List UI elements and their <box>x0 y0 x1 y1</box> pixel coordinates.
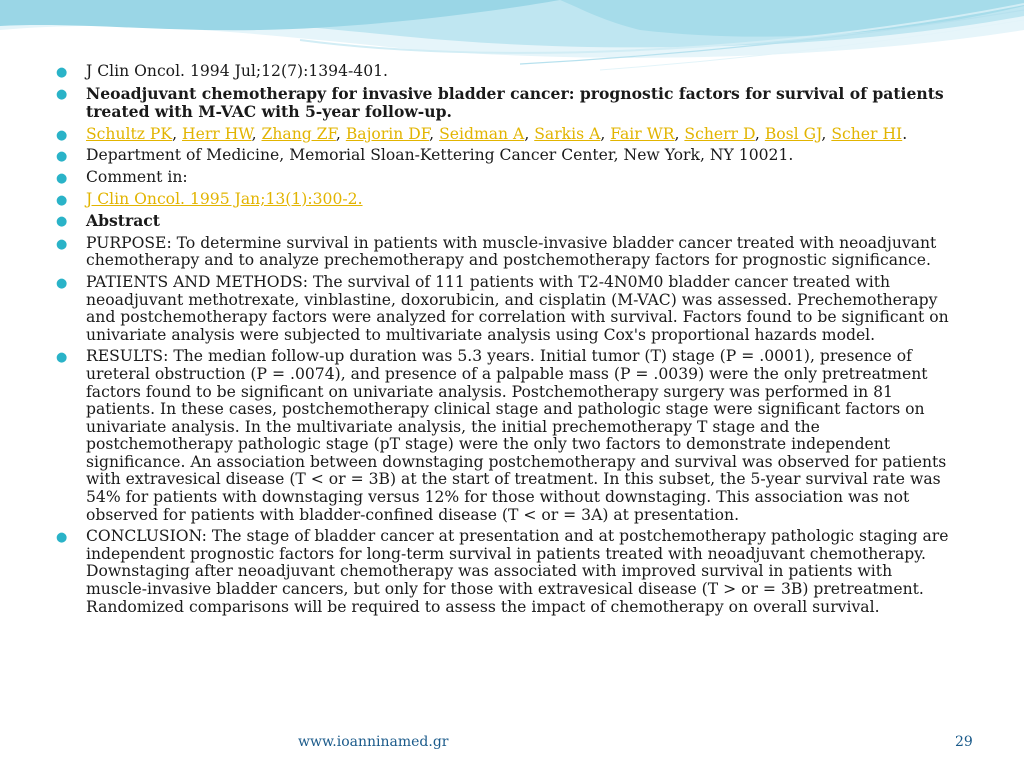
bullet-icon: ● <box>56 275 68 291</box>
abstract-heading-item <box>56 212 956 231</box>
author-link[interactable]: Scherr D <box>684 124 755 143</box>
bullet-icon: ● <box>56 350 68 366</box>
authors-item <box>56 126 956 144</box>
comment-label-item <box>56 169 956 187</box>
article-title: Neoadjuvant chemotherapy for invasive bladder cancer: prognostic factors for survival of patients treated with M-VAC with 5-year follow-up. <box>86 83 944 122</box>
methods-item <box>56 274 956 344</box>
bullet-icon: ● <box>56 127 68 143</box>
purpose-item <box>56 235 956 270</box>
author-link[interactable]: Scher HI <box>831 124 903 143</box>
bullet-icon: ● <box>56 214 68 230</box>
abstract-content <box>56 63 956 620</box>
bullet-icon: ● <box>56 530 68 546</box>
conclusion-item <box>56 528 956 616</box>
author-link[interactable]: Sarkis A <box>534 124 601 143</box>
page-number: 29 <box>955 734 973 750</box>
citation-text: J Clin Oncol. 1994 Jul;12(7):1394-401. <box>86 62 388 80</box>
bullet-icon: ● <box>56 86 68 102</box>
author-list-end: . <box>902 124 908 143</box>
author-link[interactable]: Zhang ZF <box>261 124 336 143</box>
bullet-icon: ● <box>56 236 68 252</box>
footer-url[interactable]: www.ioanninamed.gr <box>298 734 449 750</box>
bullet-icon: ● <box>56 149 68 165</box>
purpose-text: PURPOSE: To determine survival in patients with muscle-invasive bladder cancer treated with neoadjuvant chemotherapy and to analyze prechemotherapy and postchemotherapy factors for prognostic significance. <box>86 233 937 270</box>
comment-link[interactable]: J Clin Oncol. 1995 Jan;13(1):300-2. <box>86 189 363 208</box>
results-text: RESULTS: The median follow-up duration was 5.3 years. Initial tumor (T) stage (P = .0001), presence of ureteral obstruction (P = .0074), and presence of a palpable mass (P = .0039) were the only pretreatment factors found to be significant on univariate analysis. Postchemotherapy surgery was performed in 81 patients. In these cases, postchemotherapy clinical stage and pathologic stage were significant factors on univariate analysis. In the multivariate analysis, the initial prechemotherapy T stage and the postchemotherapy pathologic stage (pT stage) were the only two factors to demonstrate independent significance. An association between downstaging postchemotherapy and survival was observed for patients with extravesical disease (T < or = 3B) at the start of treatment. In this subset, the 5-year survival rate was 54% for patients with downstaging versus 12% for those without downstaging. This association was not observed for patients with bladder-confined disease (T < or = 3A) at presentation. <box>86 347 947 524</box>
affiliation-item <box>56 147 956 165</box>
author-link[interactable]: Herr HW <box>182 124 252 143</box>
author-link[interactable]: Fair WR <box>610 124 675 143</box>
results-item <box>56 348 956 524</box>
abstract-heading: Abstract <box>86 211 161 231</box>
comment-link-item <box>56 191 956 209</box>
citation-item <box>56 63 956 81</box>
author-link[interactable]: Bosl GJ <box>764 124 822 143</box>
conclusion-text: CONCLUSION: The stage of bladder cancer at presentation and at postchemotherapy pathologic staging are independent prognostic factors for long-term survival in patients treated with neoadjuvant chemotherapy. Downstaging after neoadjuvant chemotherapy was associated with improved survival in patients with muscle-invasive bladder cancers, but only for those with extravesical disease (T > or = 3B) pretreatment. Randomized comparisons will be required to assess the impact of chemotherapy on overall survival. <box>86 527 949 616</box>
affiliation-text: Department of Medicine, Memorial Sloan-Kettering Cancer Center, New York, NY 10021. <box>86 146 794 165</box>
comment-label: Comment in: <box>86 167 188 186</box>
author-link[interactable]: Bajorin DF <box>345 124 430 143</box>
author-list: Schultz PK, Herr HW, Zhang ZF, Bajorin DF, Seidman A, Sarkis A, Fair WR, Scherr D, Bosl GJ, Scher HI. <box>86 124 908 143</box>
methods-text: PATIENTS AND METHODS: The survival of 111 patients with T2-4N0M0 bladder cancer treated with neoadjuvant methotrexate, vinblastine, doxorubicin, and cisplatin (M-VAC) was assessed. Prechemotherapy and postchemotherapy factors were analyzed for correlation with survival. Factors found to be significant on univariate analysis were subjected to multivariate analysis using Cox's proportional hazards model. <box>86 272 949 344</box>
bullet-icon: ● <box>56 170 68 186</box>
bullet-icon: ● <box>56 192 68 208</box>
author-link[interactable]: Schultz PK <box>86 124 173 143</box>
article-title-item <box>56 85 956 122</box>
author-link[interactable]: Seidman A <box>439 124 525 143</box>
bullet-icon: ● <box>56 65 68 80</box>
